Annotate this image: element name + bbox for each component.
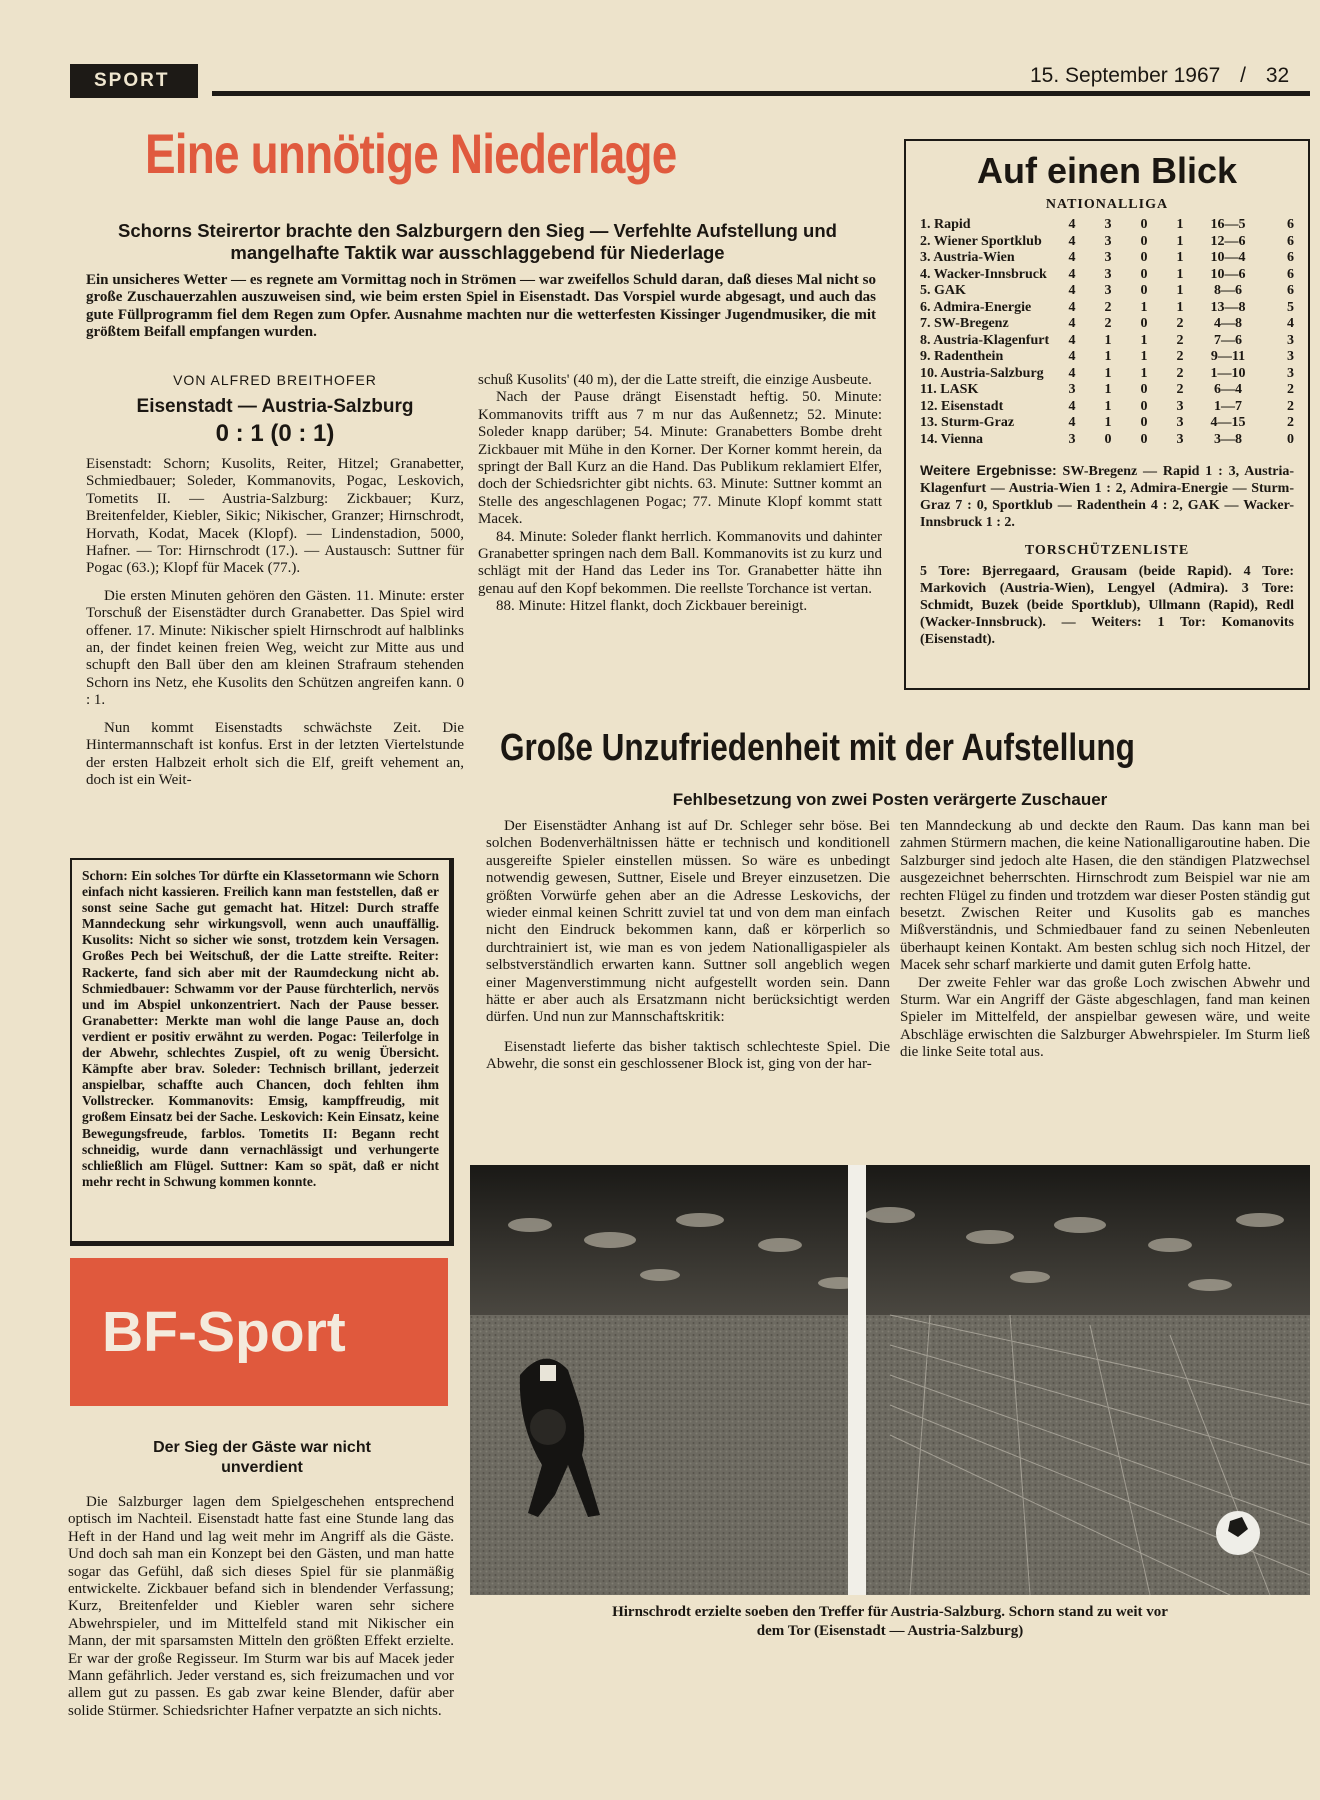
standings-team: 6. Admira-Energie (920, 299, 1032, 315)
ratings-text: Schorn: Ein solches Tor dürfte ein Klassetormann wie Schorn einfach nicht kassieren. Freilich kann man feststellen, daß er sonst seine Sache gut gemacht hat. Hitzel: Durch straffe Manndeckung sehr wirkungsvoll, wenn auch unauffällig. Kusolits: Nicht so sicher wie sonst, trotzdem kein Versagen. Großes Pech bei Weitschuß, der die Latte streifte. Reiter: Rackerte, fand sich aber mit der Raumdeckung nicht ab. Schmiedbauer: Schwamm vor der Pause fürchterlich, nervös und im Abspiel unkonzentriert. Nach der Pause besser. Granabetter: Merkte man wohl die lange Pause an, doch verdient er positiv erwähnt zu werden. Pogac: Teilerfolge in der Abwehr, schlechtes Zuspiel, oft zu wenig Übersicht. Kämpfte aber brav. Soleder: Technisch brillant, jederzeit anspielbar, schaffte auch Chancen, doch fehlten ihm Vollstrecker. Kommanovits: Emsig, kampffreudig, mit großem Einsatz bei der Sache. Leskovich: Kein Einsatz, keine Bewegungsfreude, farblos. Tometits II: Begann recht schneidig, wurde dann vernachlässigt und verhungerte schließlich am Flügel. Suttner: Kam so spät, daß er nicht mehr recht in Schwung kommen konnte. (82, 868, 439, 1189)
caption-line-1: Hirnschrodt erzielte soeben den Treffer für Austria-Salzburg. Schorn stand zu weit vor (612, 1604, 1168, 1620)
standings-played: 4 (1068, 365, 1076, 381)
standings-goals: 7—6 (1214, 332, 1242, 348)
standings-team: 8. Austria-Klagenfurt (920, 332, 1050, 348)
page-number: 32 (1265, 64, 1290, 87)
photo-goalkeeper-image (470, 1165, 1310, 1595)
standings-lost: 1 (1176, 250, 1184, 265)
standings-team: 10. Austria-Salzburg (920, 365, 1044, 381)
standings-drawn: 0 (1140, 415, 1148, 430)
standings-title: Auf einen Blick (976, 150, 1238, 191)
standings-drawn: 0 (1140, 398, 1148, 414)
standings-goals: 1—10 (1210, 365, 1246, 381)
standings-won: 3 (1104, 233, 1112, 249)
standings-won: 1 (1104, 398, 1112, 414)
bf-sport-headline-line-2: unverdient (221, 1459, 303, 1476)
standings-points: 5 (1287, 299, 1294, 315)
main-subheadline (70, 220, 885, 264)
standings-lost: 2 (1176, 365, 1184, 381)
bf-sport-body: Die Salzburger lagen dem Spielgeschehen entsprechend optisch im Nachteil. Eisenstadt hatte fast eine Stunde lang das Heft in der Hand und lag weit mehr im Angriff als die Gäste. Und doch sah man ein Konzept bei den Gästen, und man hatte sogar das Gefühl, daß sich dieses Spiel für sie planmäßig entwickelte. Zickbauer befand sich in blendender Verfassung; Kurz, Breitenfelder und Kiebler waren sehr sichere Abwehrspieler, und im Mittelfeld stand mit Nikischer ein Mann, der mit sparsamsten Mitteln den größten Effekt erzielte. Er war der große Regisseur. Im Sturm war bis auf Macek jeder Mann gefährlich. Jeder verstand es, sich freizumachen und vor allem gut zu passen. Es gab zwar keine Blender, dafür aber solide Stürmer. Schiedsrichter Hafner verpatzte an sich nichts. (68, 1494, 454, 1719)
standings-won: 3 (1104, 217, 1112, 232)
standings-drawn: 0 (1140, 283, 1148, 298)
standings-points: 2 (1287, 382, 1294, 397)
standings-lost: 3 (1176, 431, 1184, 447)
standings-row (920, 415, 1294, 432)
standings-row (920, 432, 1294, 449)
standings-won: 3 (1104, 250, 1112, 265)
issue-date: 15. September 1967 / 32 (1030, 64, 1290, 87)
standings-lost: 1 (1176, 283, 1184, 298)
bf-sport-banner: BF-Sport (70, 1258, 448, 1406)
standings-drawn: 0 (1140, 250, 1148, 265)
scorers-text: 5 Tore: Bjerregaard, Grausam (beide Rapid). 4 Tore: Markovich (Austria-Wien), Lengyel (Admira). 3 Tore: Schmidt, Buzek (beide Sportklub), Ullmann (Rapid), Redl (Wacker-Innsbruck). — Weiters: 1 Tor: Komanovits (Eisenstadt). (920, 564, 1294, 647)
article-paragraph: Nach der Pause drängt Eisenstadt heftig. 50. Minute: Kommanovits trifft aus 7 m nur das Außennetz; 52. Minute: Soleder knapp darüber; 54. Minute: Granabetters Bombe dreht Zickbauer mit Mühe in den Korner. Der Korner kommt herein, da springt der Ball Kurz an die Hand. Das Publikum reklamiert Elfer, doch der Schiedsrichter gibt nichts. 63. Minute: Suttner kommt an Stelle des angeschlagenen Pogac; 77. Minute Klopf kommt statt Macek. (478, 389, 882, 528)
standings-played: 4 (1068, 266, 1076, 282)
standings-lost: 3 (1176, 398, 1184, 414)
standings-row (920, 217, 1294, 234)
standings-lost: 2 (1176, 382, 1184, 397)
standings-goals: 8—6 (1214, 283, 1242, 298)
standings-lost: 2 (1176, 316, 1184, 331)
more-results (920, 462, 1294, 531)
standings-goals: 4—15 (1210, 415, 1246, 430)
standings-points: 0 (1287, 431, 1294, 447)
byline: VON ALFRED BREITHOFER (173, 372, 377, 388)
standings-won: 1 (1104, 332, 1112, 348)
standings-goals: 13—8 (1210, 299, 1246, 315)
subheadline-line-1: Schorns Steirertor brachte den Salzburgern den Sieg — Verfehlte Aufstellung und (118, 220, 837, 241)
match-photo (470, 1165, 1310, 1595)
standings-drawn: 0 (1140, 382, 1148, 397)
standings-team: 2. Wiener Sportklub (920, 233, 1042, 249)
standings-lost: 3 (1176, 415, 1184, 430)
standings-team: 7. SW-Bregenz (920, 316, 1009, 331)
date-text: 15. September 1967 (1030, 64, 1221, 87)
standings-team: 1. Rapid (920, 217, 971, 232)
article2-subheadline: Fehlbesetzung von zwei Posten verärgerte Zuschauer (672, 790, 1108, 809)
standings-goals: 12—6 (1210, 233, 1246, 249)
standings-drawn: 0 (1140, 316, 1148, 331)
standings-played: 4 (1068, 316, 1076, 331)
standings-lost: 1 (1176, 266, 1184, 282)
match-title: Eisenstadt — Austria-Salzburg (136, 396, 414, 417)
standings-team: 5. GAK (920, 283, 966, 298)
standings-played: 4 (1068, 415, 1076, 430)
article2-column-1 (486, 818, 890, 1074)
article-paragraph: 84. Minute: Soleder flankt herrlich. Kommanovits und dahinter Granabetter springen nach dem Ball. Kommanovits ist zu kurz und schlägt mit der Hand das Leder ins Tor. Granabetter hätte ihn genau auf den Kopf bekommen. Die reellste Torchance ist vertan. (478, 528, 882, 597)
standings-row (920, 349, 1294, 366)
article2-column-2 (900, 818, 1310, 1062)
standings-goals: 9—11 (1210, 349, 1246, 364)
standings-lost: 1 (1176, 233, 1184, 249)
standings-table (920, 217, 1294, 448)
standings-drawn: 0 (1140, 431, 1148, 447)
standings-drawn: 1 (1140, 365, 1148, 381)
standings-played: 4 (1068, 283, 1076, 298)
standings-team: 11. LASK (920, 382, 979, 397)
lineups-paragraph: Eisenstadt: Schorn; Kusolits, Reiter, Hitzel; Granabetter, Schmiedbauer; Soleder, Kommanovits, Pogac, Leskovich, Tometits II. — Austria-Salzburg: Zickbauer; Kurz, Breitenfelder, Kiebler, Sikic; Nikischer, Granzer; Hirnschrodt, Horvath, Kodat, Macek (Klopf). — Lindenstadion, 5000, Hafner. — Tor: Hirnschrodt (17.). — Austausch: Suttner für Pogac (63.); Klopf für Macek (77.). (86, 456, 464, 577)
standings-team: 4. Wacker-Innsbruck (920, 266, 1047, 282)
standings-points: 3 (1287, 349, 1294, 364)
article-paragraph: ten Manndeckung ab und deckte den Raum. Das kann man bei zahmen Stürmern machen, die keine Nationalligaroutine haben. Die Salzburger sind jedoch alte Hasen, die den ständigen Platzwechsel ausgezeichnet beherrschten. Hirnschrodt zum Beispiel war nie am rechten Flügel zu finden und trotzdem war dieser Posten ständig gut besetzt. Zwischen Reiter und Kusolits gab es manches Mißverständnis, und Schmiedbauer fand zu seinen Nebenleuten überhaupt keinen Kontakt. Am besten schlug sich noch Hitzel, der Macek sehr scharf markierte und damit guten Erfolg hatte. (900, 818, 1310, 974)
standings-points: 6 (1287, 266, 1294, 282)
standings-goals: 6—4 (1214, 382, 1242, 397)
standings-points: 2 (1287, 415, 1294, 430)
standings-won: 1 (1104, 415, 1112, 430)
standings-goals: 10—4 (1210, 250, 1246, 265)
standings-goals: 4—8 (1214, 316, 1242, 331)
standings-team: 13. Sturm-Graz (920, 415, 1015, 430)
subheadline-line-2: mangelhafte Taktik war ausschlaggebend für Niederlage (230, 242, 725, 263)
standings-played: 4 (1068, 233, 1076, 249)
standings-played: 4 (1068, 299, 1076, 315)
standings-drawn: 0 (1140, 233, 1148, 249)
standings-won: 2 (1104, 316, 1112, 331)
standings-points: 6 (1287, 283, 1294, 298)
standings-played: 3 (1068, 382, 1076, 397)
article-paragraph: Der zweite Fehler war das große Loch zwischen Abwehr und Sturm. War ein Angriff der Gäste abgeschlagen, fand man keinen Spieler im Mittelfeld, der anspielbar gewesen wäre, und weite Abschläge erwischten die Salzburger Abwehrspieler. Im Sturm ließ die linke Seite total aus. (900, 974, 1310, 1061)
league-name: NATIONALLIGA (1045, 197, 1169, 212)
standings-played: 4 (1068, 250, 1076, 265)
standings-team: 14. Vienna (920, 431, 984, 447)
standings-drawn: 1 (1140, 299, 1148, 315)
standings-team: 9. Radenthein (920, 349, 1004, 364)
standings-goals: 10—6 (1210, 266, 1246, 282)
standings-row (920, 300, 1294, 317)
standings-row (920, 283, 1294, 300)
lead-paragraph: Ein unsicheres Wetter — es regnete am Vormittag noch in Strömen — war zweifellos Schuld daran, daß dieses Mal nicht so große Zuschauerzahlen auszuweisen sind, wie beim ersten Spiel in Eisenstadt. Das Vorspiel wurde abgesagt, und auch das gute Füllprogramm fiel dem Regen zum Opfer. Ausnahme machten nur die wetterfesten Kissinger Jugendmusiker, die mit größtem Beifall empfangen wurden. (86, 272, 876, 341)
article-column-1 (86, 372, 464, 789)
article2-headline: Große Unzufriedenheit mit der Aufstellung (500, 727, 1135, 769)
standings-points: 6 (1287, 250, 1294, 265)
standings-box (904, 139, 1310, 690)
standings-row (920, 234, 1294, 251)
standings-drawn: 1 (1140, 349, 1148, 364)
standings-won: 0 (1104, 431, 1112, 447)
standings-won: 3 (1104, 283, 1112, 298)
standings-won: 1 (1104, 365, 1112, 381)
standings-won: 1 (1104, 382, 1112, 397)
standings-lost: 2 (1176, 349, 1184, 364)
standings-row (920, 250, 1294, 267)
match-score: 0 : 1 (0 : 1) (215, 420, 335, 447)
standings-won: 3 (1104, 266, 1112, 282)
standings-points: 2 (1287, 398, 1294, 414)
standings-row (920, 382, 1294, 399)
more-results-text: SW-Bregenz — Rapid 1 : 3, Austria-Klagenfurt — Austria-Wien 1 : 2, Admira-Energie — Sturm-Graz 7 : 0, Sportklub — Radenthein 4 : 2, GAK — Wacker-Innsbruck 1 : 2. (920, 464, 1294, 530)
standings-played: 4 (1068, 332, 1076, 348)
header-rule (212, 91, 1310, 96)
section-label: SPORT (70, 64, 198, 98)
standings-points: 6 (1287, 217, 1294, 232)
standings-row (920, 399, 1294, 416)
standings-row (920, 316, 1294, 333)
ratings-box (70, 858, 454, 1246)
standings-won: 2 (1104, 299, 1112, 315)
standings-points: 3 (1287, 332, 1294, 348)
standings-goals: 1—7 (1214, 398, 1242, 414)
scorers-title: TORSCHÜTZENLISTE (1024, 543, 1190, 558)
standings-points: 3 (1287, 365, 1294, 381)
standings-drawn: 1 (1140, 332, 1148, 348)
standings-played: 4 (1068, 398, 1076, 414)
photo-caption (470, 1603, 1310, 1641)
standings-team: 3. Austria-Wien (920, 250, 1015, 265)
article-paragraph: Der Eisenstädter Anhang ist auf Dr. Schleger sehr böse. Bei solchen Bodenverhältnissen hätte er technisch und konditionell ausgereifte Spieler einstellen müssen. So wäre es unbedingt notwendig gewesen, Suttner, Eisele und Breyer einzusetzen. Die größten Vorwürfe gehen aber an die Adresse Leskovichs, der wieder einmal keinen Schritt zuviel tat und von dem man einfach nicht den Eindruck bekommen kann, daß er körperlich so durchtrainiert ist, wie man es von jedem Nationalligaspieler als selbstverständlich erwarten kann. Suttner soll angeblich wegen einer Magenverstimmung nicht aufgestellt worden sein. Dann hätte er aber auch als Ersatzmann nicht berücksichtigt werden dürfen. Und nun zur Mannschaftskritik: (486, 818, 890, 1026)
standings-played: 3 (1068, 431, 1076, 447)
bf-sport-headline-line-1: Der Sieg der Gäste war nicht (153, 1439, 371, 1456)
standings-goals: 16—5 (1210, 217, 1246, 232)
standings-lost: 1 (1176, 217, 1184, 232)
main-headline: Eine unnötige Niederlage (145, 122, 677, 185)
article-paragraph: Die ersten Minuten gehören den Gästen. 11. Minute: erster Torschuß der Eisenstädter durch Granabetter. Das Spiel wird offener. 17. Minute: Nikischer spielt Hirnschrodt auf halblinks an, der findet keinen freien Weg, weicht zur Mitte aus und schupft den Ball über den am kleinen Strafraum stehenden Schorn ins Netz, ehe Kusolits den Schützen angreifen kann. 0 : 1. (86, 587, 464, 709)
standings-points: 4 (1287, 316, 1294, 331)
standings-won: 1 (1104, 349, 1112, 364)
standings-played: 4 (1068, 349, 1076, 364)
standings-points: 6 (1287, 233, 1294, 249)
standings-lost: 2 (1176, 332, 1184, 348)
article-paragraph: Nun kommt Eisenstadts schwächste Zeit. Die Hintermannschaft ist konfus. Erst in der letzten Viertelstunde der ersten Halbzeit erholt sich die Elf, greift vehement an, doch ist ein Weit- (86, 719, 464, 788)
standings-drawn: 0 (1140, 266, 1148, 282)
standings-lost: 1 (1176, 299, 1184, 315)
article-paragraph: 88. Minute: Hitzel flankt, doch Zickbauer bereinigt. (496, 598, 808, 615)
article-paragraph: Eisenstadt lieferte das bisher taktisch schlechteste Spiel. Die Abwehr, die sonst ein geschlossener Block ist, ging von der har- (486, 1038, 890, 1073)
article-column-2 (478, 372, 882, 616)
article-paragraph: schuß Kusolits' (40 m), der die Latte streift, die einzige Ausbeute. (478, 372, 872, 388)
standings-row (920, 333, 1294, 350)
standings-team: 12. Eisenstadt (920, 398, 1004, 414)
standings-goals: 3—8 (1214, 431, 1242, 447)
standings-row (920, 366, 1294, 383)
bf-sport-headline (70, 1438, 454, 1478)
standings-row (920, 267, 1294, 284)
standings-played: 4 (1068, 217, 1076, 232)
more-results-label: Weitere Ergebnisse: (920, 462, 1057, 478)
standings-drawn: 0 (1140, 217, 1148, 232)
caption-line-2: dem Tor (Eisenstadt — Austria-Salzburg) (756, 1623, 1024, 1639)
